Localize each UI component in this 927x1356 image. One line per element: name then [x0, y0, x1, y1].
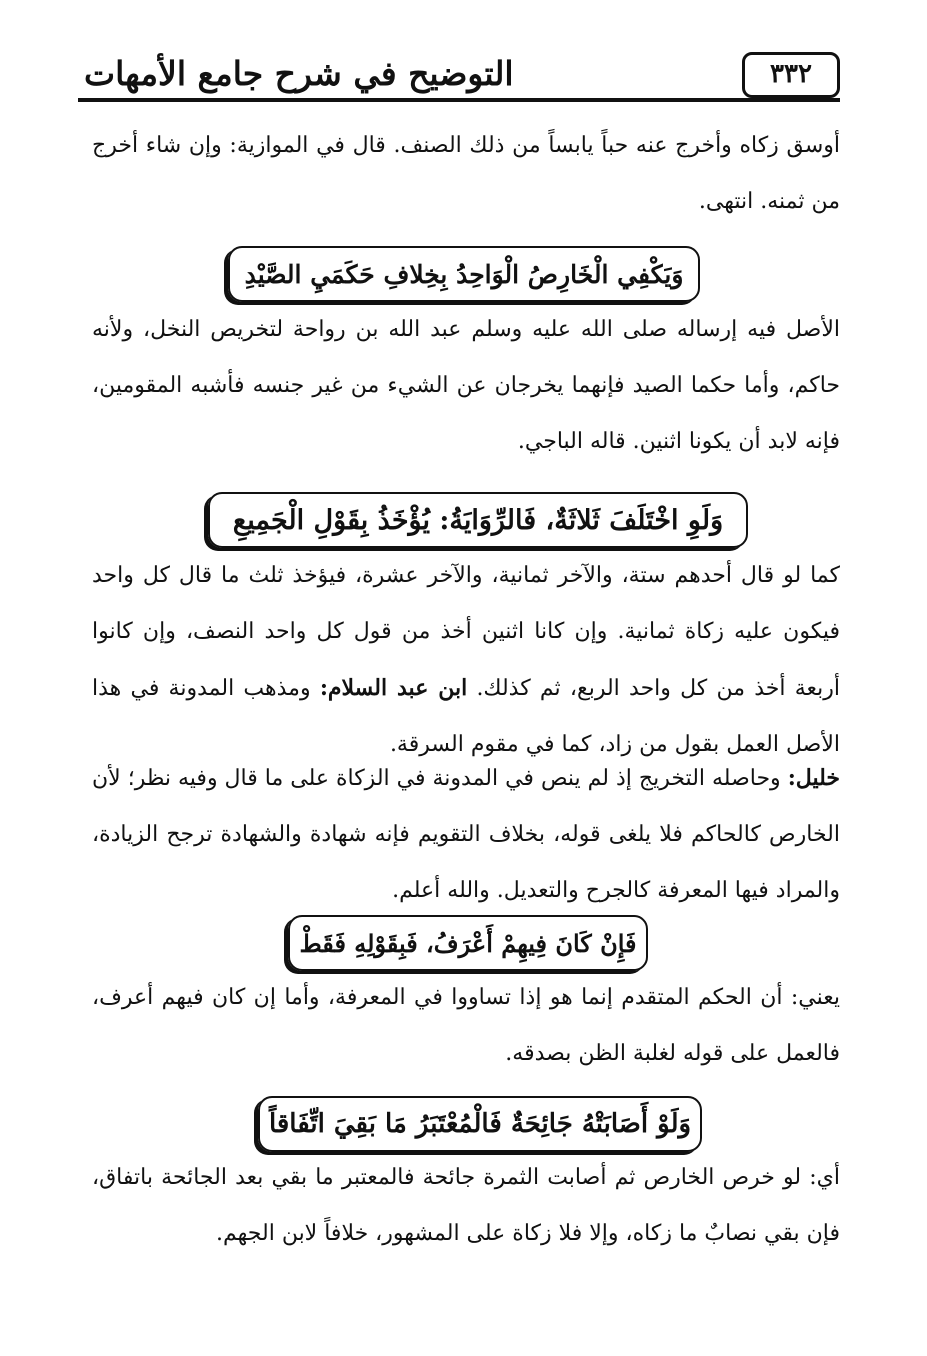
matn-text-2: وَلَوِ اخْتَلَفَ ثَلاثَةٌ، فَالرِّوَايَةُ: يُؤْخَذُ بِقَوْلِ الْجَمِيعِ — [232, 504, 724, 536]
paragraph-4-text: وحاصله التخريج إذ لم ينص في المدونة في الزكاة على ما قال وفيه نظر؛ لأن الخارص كالحاكم فلا يلغى قوله، بخلاف التقويم فإنه شهادة والشهادة ترجح الزيادة، والمراد فيها المعرفة كالجرح والتعديل. والله أعلم. — [92, 766, 840, 903]
book-title: التوضيح في شرح جامع الأمهات — [84, 54, 514, 93]
matn-box-1 — [228, 246, 700, 302]
matn-box-4 — [258, 1096, 702, 1152]
paragraph-6: أي: لو خرص الخارص ثم أصابت الثمرة جائحة فالمعتبر ما بقي بعد الجائحة باتفاق، فإن بقي نصابٌ ما زكاه، وإلا فلا زكاة على المشهور، خلافاً لابن الجهم. — [92, 1165, 840, 1246]
paragraph-1: أوسق زكاه وأخرج عنه حباً يابساً من ذلك الصنف. قال في الموازية: وإن شاء أخرج من ثمنه. انتهى. — [92, 133, 840, 214]
matn-box-2 — [208, 492, 748, 548]
scholar-name-ibn-abd-al-salam: ابن عبد السلام: — [319, 675, 468, 701]
paragraph-3-rest: ومذهب المدونة في هذا الأصل العمل بقول من زاد، كما في مقوم السرقة. — [92, 676, 840, 757]
paragraph-3-text: كما لو قال أحدهم ستة، والآخر ثمانية، والآخر عشرة، فيؤخذ ثلث ما قال كل واحد فيكون عليه زكاة ثمانية. وإن كانا اثنين أخذ من قول كل واحد النصف، وإن كانوا أربعة أخذ من كل واحد الربع، ثم كذلك. — [92, 563, 840, 701]
paragraph-3 — [92, 548, 840, 773]
header-rule — [78, 98, 840, 102]
paragraph-4 — [92, 750, 840, 919]
matn-box-3 — [288, 915, 648, 971]
paragraph-5: يعني: أن الحكم المتقدم إنما هو إذا تساووا في المعرفة، وأما إن كان فيهم أعرف، فالعمل على قوله لغلبة الظن بصدقه. — [92, 985, 840, 1066]
scholar-name-khalil: خليل: — [787, 765, 840, 791]
page-number: ٣٣٢ — [742, 52, 840, 98]
matn-text-1: وَيَكْفِي الْخَارِصُ الْوَاحِدُ بِخِلافِ حَكَمَيِ الصَّيْدِ — [244, 259, 684, 289]
matn-text-4: وَلَوْ أَصَابَتْهُ جَائِحَةٌ فَالْمُعْتَبَرُ مَا بَقِيَ اتِّفَاقاً — [268, 1109, 692, 1139]
matn-text-3: فَإِنْ كَانَ فِيهِمْ أَعْرَفُ، فَبِقَوْلِهِ فَقَطْ — [299, 928, 637, 958]
running-header — [78, 50, 840, 102]
paragraph-2: الأصل فيه إرساله صلى الله عليه وسلم عبد الله بن رواحة لتخريص النخل، ولأنه حاكم، وأما حكما الصيد فإنهما يخرجان عن الشيء من غير جنسه فأشبه المقومين، فإنه لابد أن يكونا اثنين. قاله الباجي. — [92, 317, 840, 454]
